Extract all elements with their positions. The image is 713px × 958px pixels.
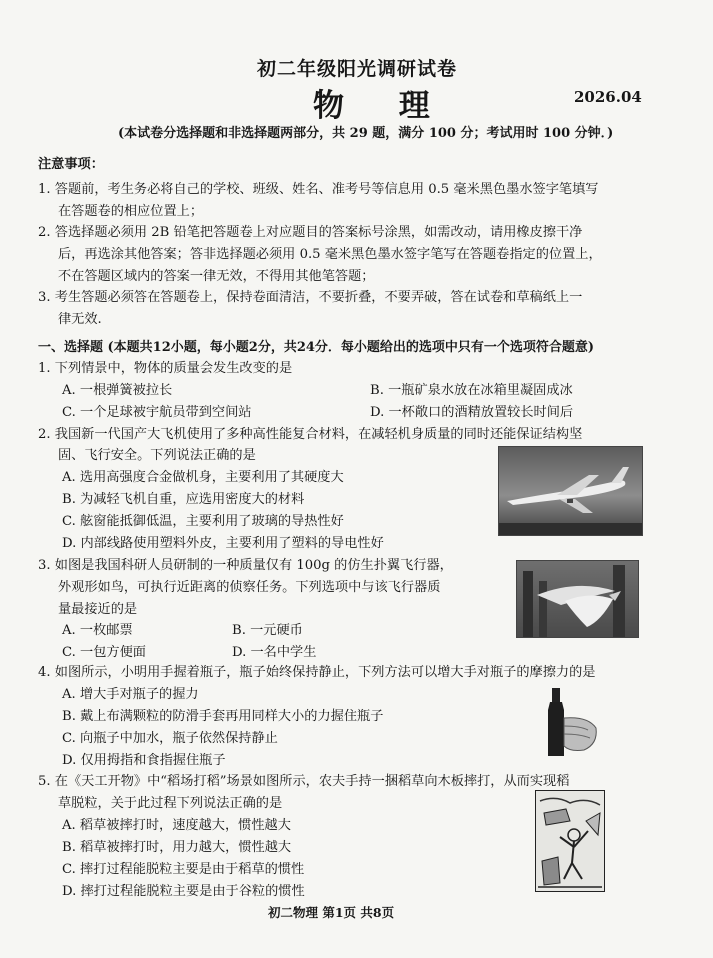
q5-option-a: A. 稻草被摔打时，速度越大，惯性越大 bbox=[62, 818, 291, 833]
q5-option-b: B. 稻草被摔打时，用力越大，惯性越大 bbox=[62, 840, 292, 855]
exam-title: 初二年级阳光调研试卷 bbox=[257, 58, 458, 80]
exam-instruction: (本试卷分选择题和非选择题两部分，共 29 题，满分 100 分；考试用时 100 分钟．) bbox=[118, 126, 614, 141]
q2-stem-line-2: 固、飞行安全。下列说法正确的是 bbox=[58, 448, 256, 463]
airplane-figure bbox=[498, 446, 643, 536]
q2-option-d: D. 内部线路使用塑料外皮，主要利用了塑料的导电性好 bbox=[62, 536, 384, 551]
q5-stem-line-1: 5. 在《天工开物》中“稻场打稻”场景如图所示，农夫手持一捆稻草向木板摔打，从而实现稻 bbox=[38, 774, 570, 789]
q1-option-b: B. 一瓶矿泉水放在冰箱里凝固成冰 bbox=[370, 383, 573, 398]
q4-option-a: A. 增大手对瓶子的握力 bbox=[62, 687, 199, 702]
q1-option-c: C. 一个足球被宇航员带到空间站 bbox=[62, 405, 252, 420]
notes-heading: 注意事项： bbox=[38, 157, 104, 172]
q2-option-c: C. 舷窗能抵御低温，主要利用了玻璃的导热性好 bbox=[62, 514, 344, 529]
q1-option-d: D. 一杯敞口的酒精放置较长时间后 bbox=[370, 405, 574, 420]
exam-date: 2026.04 bbox=[574, 88, 642, 106]
q2-stem-line-1: 2. 我国新一代国产大飞机使用了多种高性能复合材料，在减轻机身质量的同时还能保证结构坚 bbox=[38, 427, 583, 442]
q4-option-b: B. 戴上布满颗粒的防滑手套再用同样大小的力握住瓶子 bbox=[62, 709, 384, 724]
q4-option-c: C. 向瓶子中加水，瓶子依然保持静止 bbox=[62, 731, 278, 746]
note-1-line-2: 在答题卷的相应位置上； bbox=[58, 204, 204, 219]
bionic-flyer-figure bbox=[516, 560, 639, 638]
note-2-line-1: 2. 答选择题必须用 2B 铅笔把答题卷上对应题目的答案标号涂黑，如需改动，请用橡皮擦干净 bbox=[38, 225, 583, 240]
note-2-line-2: 后，再选涂其他答案；答非选择题必须用 0.5 毫米黑色墨水签字笔写在答题卷指定的位置上， bbox=[58, 247, 602, 262]
q5-option-c: C. 摔打过程能脱粒主要是由于稻草的惯性 bbox=[62, 862, 305, 877]
q3-stem-line-1: 3. 如图是我国科研人员研制的一种质量仅有 100g 的仿生扑翼飞行器， bbox=[38, 558, 453, 573]
q3-option-a: A. 一枚邮票 bbox=[62, 623, 133, 638]
q4-option-d: D. 仅用拇指和食指握住瓶子 bbox=[62, 753, 226, 768]
section-1-heading: 一、选择题 (本题共12小题，每小题2分，共24分．每小题给出的选项中只有一个选项符合题意) bbox=[38, 340, 595, 355]
bottle-figure bbox=[538, 688, 600, 760]
q1-option-a: A. 一根弹簧被拉长 bbox=[62, 383, 173, 398]
airplane-icon bbox=[499, 447, 642, 535]
woodcut-threshing-icon bbox=[536, 791, 604, 891]
q3-option-b: B. 一元硬币 bbox=[232, 623, 303, 638]
q5-option-d: D. 摔打过程能脱粒主要是由于谷粒的惯性 bbox=[62, 884, 305, 899]
threshing-figure bbox=[535, 790, 605, 892]
q3-stem-line-3: 量最接近的是 bbox=[58, 602, 138, 617]
q3-option-d: D. 一名中学生 bbox=[232, 645, 317, 660]
q1-stem: 1. 下列情景中，物体的质量会发生改变的是 bbox=[38, 361, 293, 376]
q4-stem: 4. 如图所示，小明用手握着瓶子，瓶子始终保持静止，下列方法可以增大手对瓶子的摩擦力的是 bbox=[38, 665, 596, 680]
bottle-in-hand-icon bbox=[538, 688, 600, 760]
note-2-line-3: 不在答题区域内的答案一律无效，不得用其他笔答题； bbox=[58, 269, 375, 284]
note-1-line-1: 1. 答题前，考生务必将自己的学校、班级、姓名、准考号等信息用 0.5 毫米黑色墨水签字笔填写 bbox=[38, 182, 599, 197]
note-3-line-1: 3. 考生答题必须答在答题卷上，保持卷面清洁，不要折叠，不要弄破，答在试卷和草稿纸上一 bbox=[38, 290, 583, 305]
q3-option-c: C. 一包方便面 bbox=[62, 645, 146, 660]
q2-option-a: A. 选用高强度合金做机身，主要利用了其硬度大 bbox=[62, 470, 344, 485]
note-3-line-2: 律无效. bbox=[58, 312, 102, 327]
subject-title: 物 理 bbox=[313, 88, 452, 124]
q3-stem-line-2: 外观形如鸟，可执行近距离的侦察任务。下列选项中与该飞行器质 bbox=[58, 580, 441, 595]
q2-option-b: B. 为减轻飞机自重，应选用密度大的材料 bbox=[62, 492, 305, 507]
q5-stem-line-2: 草脱粒，关于此过程下列说法正确的是 bbox=[58, 796, 283, 811]
bird-drone-icon bbox=[517, 561, 638, 637]
page-footer: 初二物理 第1页 共8页 bbox=[268, 905, 395, 920]
